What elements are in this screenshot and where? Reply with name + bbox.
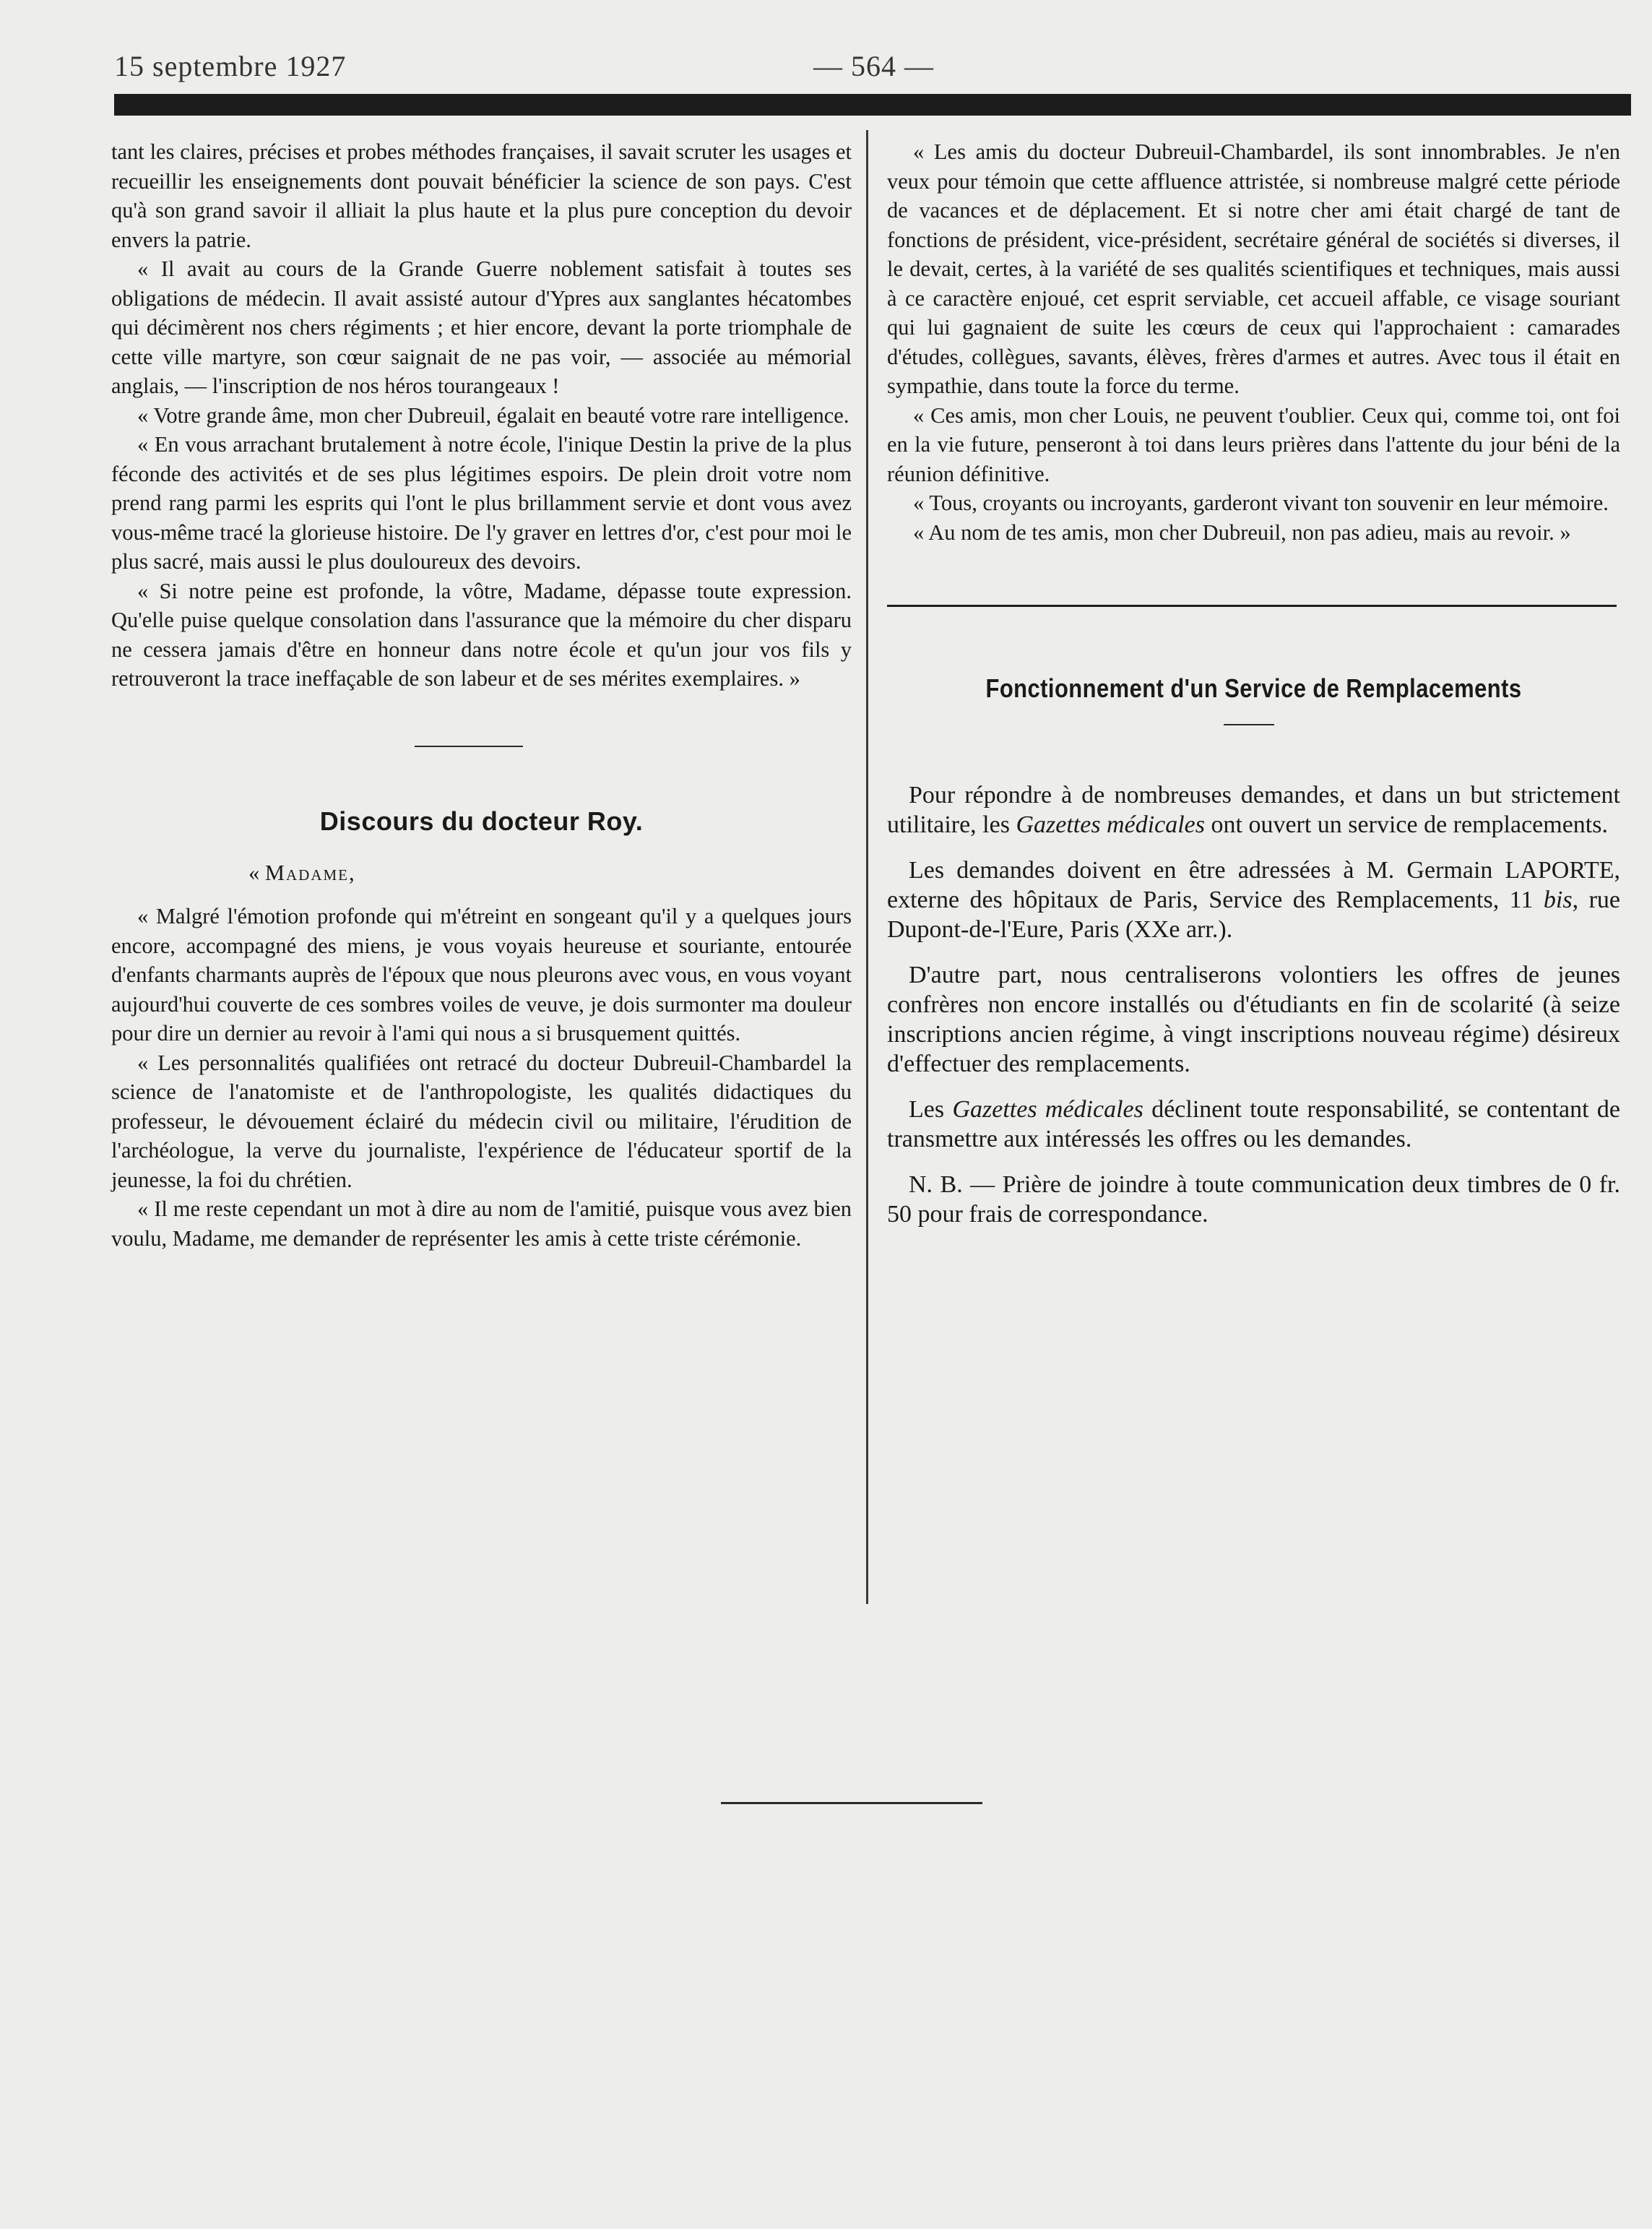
notice-paragraph: N. B. — Prière de joindre à toute communication deux timbres de 0 fr. 50 pour frais de correspondance. <box>887 1171 1620 1228</box>
column-divider <box>866 130 868 1604</box>
running-head <box>114 49 1631 85</box>
title-underline <box>1224 724 1274 725</box>
journal-name: Gazettes médicales <box>1016 811 1205 838</box>
notice-paragraph <box>887 1095 1620 1154</box>
right-column <box>887 137 1620 1229</box>
section-separator <box>415 746 523 747</box>
paragraph: « Les amis du docteur Dubreuil-Chambardel, ils sont innombrables. Je n'en veux pour témoin que cette affluence attristée, si nombreuse malgré cette période de vacances et de déplacement. Et si notre cher ami était chargé de tant de fonctions de président, vice-président, secrétaire général de sociétés si diverses, il le devait, certes, à la variété de ses qualités scientifiques et techniques, mais aussi à ce caractère enjoué, cet esprit serviable, cet accueil affable, ce visage souriant qui lui gagnaient de suite les cœurs de ceux qui l'approchaient : camarades d'études, collègues, savants, élèves, frères d'armes et autres. Avec tous il était en sympathie, dans toute la force du terme. <box>887 139 1620 398</box>
section-rule <box>887 605 1617 607</box>
paragraph: tant les claires, précises et probes méthodes françaises, il savait scruter les usages et recueillir les enseignements dont pouvait bénéficier la science de son pays. C'est qu'à son grand savoir il alliait la plus haute et la plus pure conception du devoir envers la patrie. <box>111 139 852 252</box>
discours-title: Discours du docteur Roy. <box>319 806 644 836</box>
bis-italic: bis <box>1543 887 1573 913</box>
service-notice <box>887 780 1620 1229</box>
bottom-separator <box>721 1802 982 1804</box>
paragraph: « Il avait au cours de la Grande Guerre noblement satisfait à toutes ses obligations de médecin. Il avait assisté autour d'Ypres aux sanglantes hécatombes qui décimèrent nos chers régiments ; et hier encore, devant la porte triomphale de cette ville martyre, son cœur saignait de ne pas voir, — associée au mémorial anglais, — l'inscription de nos héros tourangeaux ! <box>111 256 852 398</box>
paragraph: « Malgré l'émotion profonde qui m'étreint en songeant qu'il y a quelques jours encore, accompagné des miens, je vous voyais heureuse et souriante, entourée d'enfants charmants auprès de l'époux que nous pleurons avec vous, en vous voyant aujourd'hui couverte de ces sombres voiles de veuve, je dois surmonter ma douleur pour dire un dernier au revoir à l'ami qui nous a si brusquement quittés. <box>111 904 852 1045</box>
section-title: Fonctionnement d'un Service de Remplacements <box>985 673 1522 703</box>
page-number: — 564 — <box>813 50 934 82</box>
journal-name: Gazettes médicales <box>952 1096 1143 1123</box>
header-rule <box>114 94 1631 116</box>
paragraph: « Tous, croyants ou incroyants, garderont vivant ton souvenir en leur mémoire. <box>913 491 1609 515</box>
salutation-quote: « <box>248 860 265 885</box>
paragraph: « Les personnalités qualifiées ont retracé du docteur Dubreuil-Chambardel la science de l'anatomiste et de l'anthropologiste, les qualités didactiques du professeur, le dévouement éclairé du médecin civil ou militaire, l'érudition de l'archéologue, la verve du journaliste, l'expérience de l'éducateur sportif de la jeunesse, la foi du chrétien. <box>111 1050 852 1192</box>
paragraph: « Ces amis, mon cher Louis, ne peuvent t'oublier. Ceux qui, comme toi, ont foi en la vie future, penseront à toi dans leurs prières dans l'attente du jour béni de la réunion définitive. <box>887 402 1620 486</box>
salutation-text: Madame, <box>264 860 356 885</box>
paragraph: « En vous arrachant brutalement à notre école, l'inique Destin la prive de la plus féconde des activités et de ses plus légitimes espoirs. De plein droit votre nom prend rang parmi les esprits qui l'ont le plus brillamment servie et dont vous avez vous-même tracé la glorieuse histoire. De l'y graver en lettres d'or, c'est pour moi le plus sacré, mais aussi le plus douloureux des devoirs. <box>111 432 852 574</box>
paragraph: « Votre grande âme, mon cher Dubreuil, égalait en beauté votre rare intelligence. <box>137 402 849 428</box>
paragraph: « Au nom de tes amis, mon cher Dubreuil, non pas adieu, mais au revoir. » <box>913 519 1571 545</box>
text-run: Les demandes doivent en être adressées à M. Germain LAPORTE, externe des hôpitaux de Paris, Service des Remplacements, 11 <box>887 857 1620 913</box>
text-run: ont ouvert un service de remplacements. <box>1205 811 1608 838</box>
paragraph: « Il me reste cependant un mot à dire au nom de l'amitié, puisque vous avez bien voulu, Madame, me demander de représenter les amis à cette triste cérémonie. <box>111 1197 852 1251</box>
salutation <box>111 858 852 888</box>
left-column <box>111 137 852 1253</box>
text-run: déclinent toute responsabilité, se contentant de transmettre aux intéressés les offres ou les demandes. <box>887 1096 1620 1152</box>
text-run: Les <box>909 1096 953 1123</box>
notice-paragraph: D'autre part, nous centraliserons volontiers les offres de jeunes confrères non encore installés ou d'étudiants en fin de scolarité (à seize inscriptions ancien régime, à vingt inscriptions nouveau régime) désireux d'effectuer des remplacements. <box>887 962 1620 1077</box>
notice-paragraph <box>887 855 1620 944</box>
text-run: Pour répondre à de nombreuses demandes, et dans un but strictement utilitaire, les <box>887 782 1620 838</box>
discours-body <box>111 902 852 1253</box>
issue-date: 15 septembre 1927 <box>114 50 347 82</box>
text-run: , rue Dupont-de-l'Eure, Paris (XXe arr.). <box>887 887 1620 943</box>
paragraph: « Si notre peine est profonde, la vôtre, Madame, dépasse toute expression. Qu'elle puise quelque consolation dans l'assurance que la mémoire du cher disparu ne cessera jamais d'être en honneur dans notre école et qu'un jour vos fils y retrouveront la trace ineffaçable de son labeur et de ses mérites exemplaires. » <box>111 578 852 691</box>
notice-paragraph <box>887 780 1620 840</box>
